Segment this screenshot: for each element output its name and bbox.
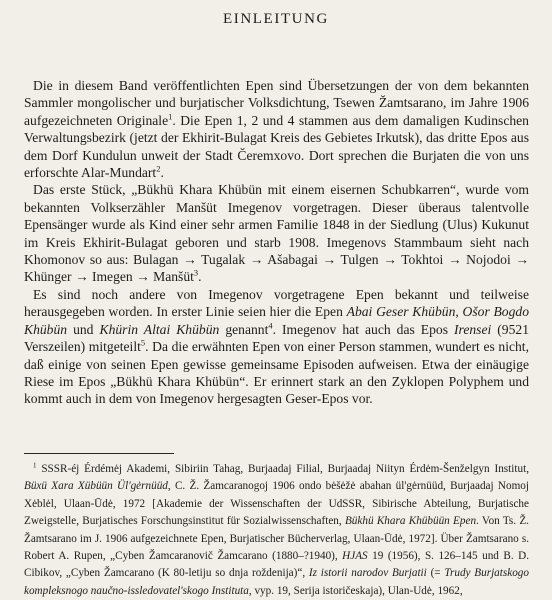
footnote-ref: 4 [268, 320, 273, 331]
text-run: Es sind noch andere von Imegenov vorgetragene Epen bekannt und teilweise herausgegeben worden. In erster Linie seien hier die Epen [24, 286, 529, 320]
footnote-ref: 2 [156, 163, 161, 174]
text-run: 19 (1956), S. 126–145 und B. D. Cibikov, „Cyben Žamcarano (K 80-letiju so dnja roždenija)“, [24, 550, 529, 580]
text-run: (9521 Verszeilen) mitgeteilt [24, 321, 529, 355]
text-run: genannt [219, 321, 269, 337]
text-run: Das erste Stück, „Bükhü Khara Khübün mit einem eisernen Schubkarren“, wurde vom bekannten Volkserzähler Manšüt Imegenov vorgetragen. Dieser überaus talentvolle Epensänger wurde als Kind einer sehr armen Familie 1848 in der Siedlung (Ulus) Kukunut im Kreis Ekhirit-Bulagat geboren und starb 1908. Imegenovs Stammbaum sieht nach Khomonov so aus: Bulagan → Tugalak → Ašabagai → Tulgen → Tokhtoi → Nojodoi → Khünger → Imegen → Manšüt [24, 182, 529, 285]
footnote-ref: 3 [193, 267, 199, 278]
italic-title: Büxü Xara Xübüün Ül'gėrnüüd [24, 480, 168, 493]
italic-title: Iz istorii narodov Burjatii [308, 567, 427, 580]
footnote-ref: 1 [33, 461, 37, 470]
italic-title: Abai Geser Khübün [346, 304, 456, 320]
footnotes [24, 461, 529, 600]
italic-title: HJAS [342, 550, 368, 563]
footnote-ref: 5 [140, 337, 146, 348]
text-run: . Da die erwähnten Epen von einer Person stammen, wundert es nicht, daß einige von seinen Epen gewisse gemeinsame Episoden aufweisen. Etwa der einäugige Riese im Epos „Bükhü Khara Khübün“. Er erinnert stark an den Zyklopen Polyphem und kommt auch in dem von Imegenov hergesagten Geser-Epos vor. [24, 339, 529, 407]
paragraph [24, 286, 529, 408]
text-run: und [67, 321, 100, 337]
text-run: . Von Ts. Ž. Žamtsarano im J. 1906 aufgezeichnete Epen, Burjatischer Bücherverlag, Ulaan-Ūdė, 1972]. Über Žamtsarano s. Robert A. Rupen, „Cyben Žamcaranovič Žamcarano (1880–?1940), [24, 515, 529, 563]
paragraph [24, 77, 529, 181]
text-run: . [198, 269, 202, 285]
text-run: SSSR-éj Érdémėj Akademi, Sibiriin Tahag, Burjaadaj Filial, Burjaadaj Niityn Érdėm-Šenželgyn Institut, [36, 463, 529, 475]
text-run: Die in diesem Band veröffentlichten Epen sind Übersetzungen der von dem bekannten Sammler mongolischer und burjatischer Volksdichtung, Tsewen Žamtsarano, im Jahre 1906 aufgezeichneten Originale [24, 78, 529, 128]
italic-title: Ošor Bogdo Khübün [24, 304, 529, 337]
text-run: , vyp. 19, Serija istoričeskaja), Ulan-Udė, 1962, [248, 584, 463, 597]
footnote-ref: 1 [168, 111, 173, 122]
italic-title: Trudy Burjatskogo kompleksnogo naučno-issledovatel'skogo Instituta [24, 567, 529, 597]
text-run: . Die Epen 1, 2 und 4 stammen aus dem damaligen Kudinschen Verwaltungsbezirk (jetzt der Ekhirit-Bulagat Kreis des Gebietes Irkutsk), das dritte Epos aus dem Dorf Kundulun unweit der Stadt Čeremxovo. Dort sprechen die Burjaten die von uns erforschte Alar-Mundart [24, 112, 529, 181]
text-run: (= [426, 567, 445, 580]
paragraph [24, 181, 529, 285]
italic-title: Khürin Altai Khübün [99, 321, 220, 337]
italic-title: Irensei [454, 321, 492, 337]
text-run: , C. Ž. Žamcaranogoj 1906 ondo bėšėžė abahan ül'gėrnüüd, Burjaadaj Nomoj Xėblėl, Ulaan-Ūdė, 1972 [Akademie der Wissenschaften der UdSSR, Sibirische Abteilung, Burjatische Zweigstelle, Burjatisches Forschungsinstitut für Sozialwissenschaften, [24, 480, 529, 528]
text-run: . [160, 165, 164, 181]
footnote [24, 461, 529, 600]
chapter-heading: EINLEITUNG [223, 11, 329, 27]
footnote-divider [24, 453, 174, 454]
body-text [24, 77, 529, 408]
italic-title: Bükhü Khara Khübüün Epen [344, 515, 477, 528]
text-run: . Imegenov hat auch das Epos [272, 321, 455, 337]
text-run: , [455, 304, 463, 320]
